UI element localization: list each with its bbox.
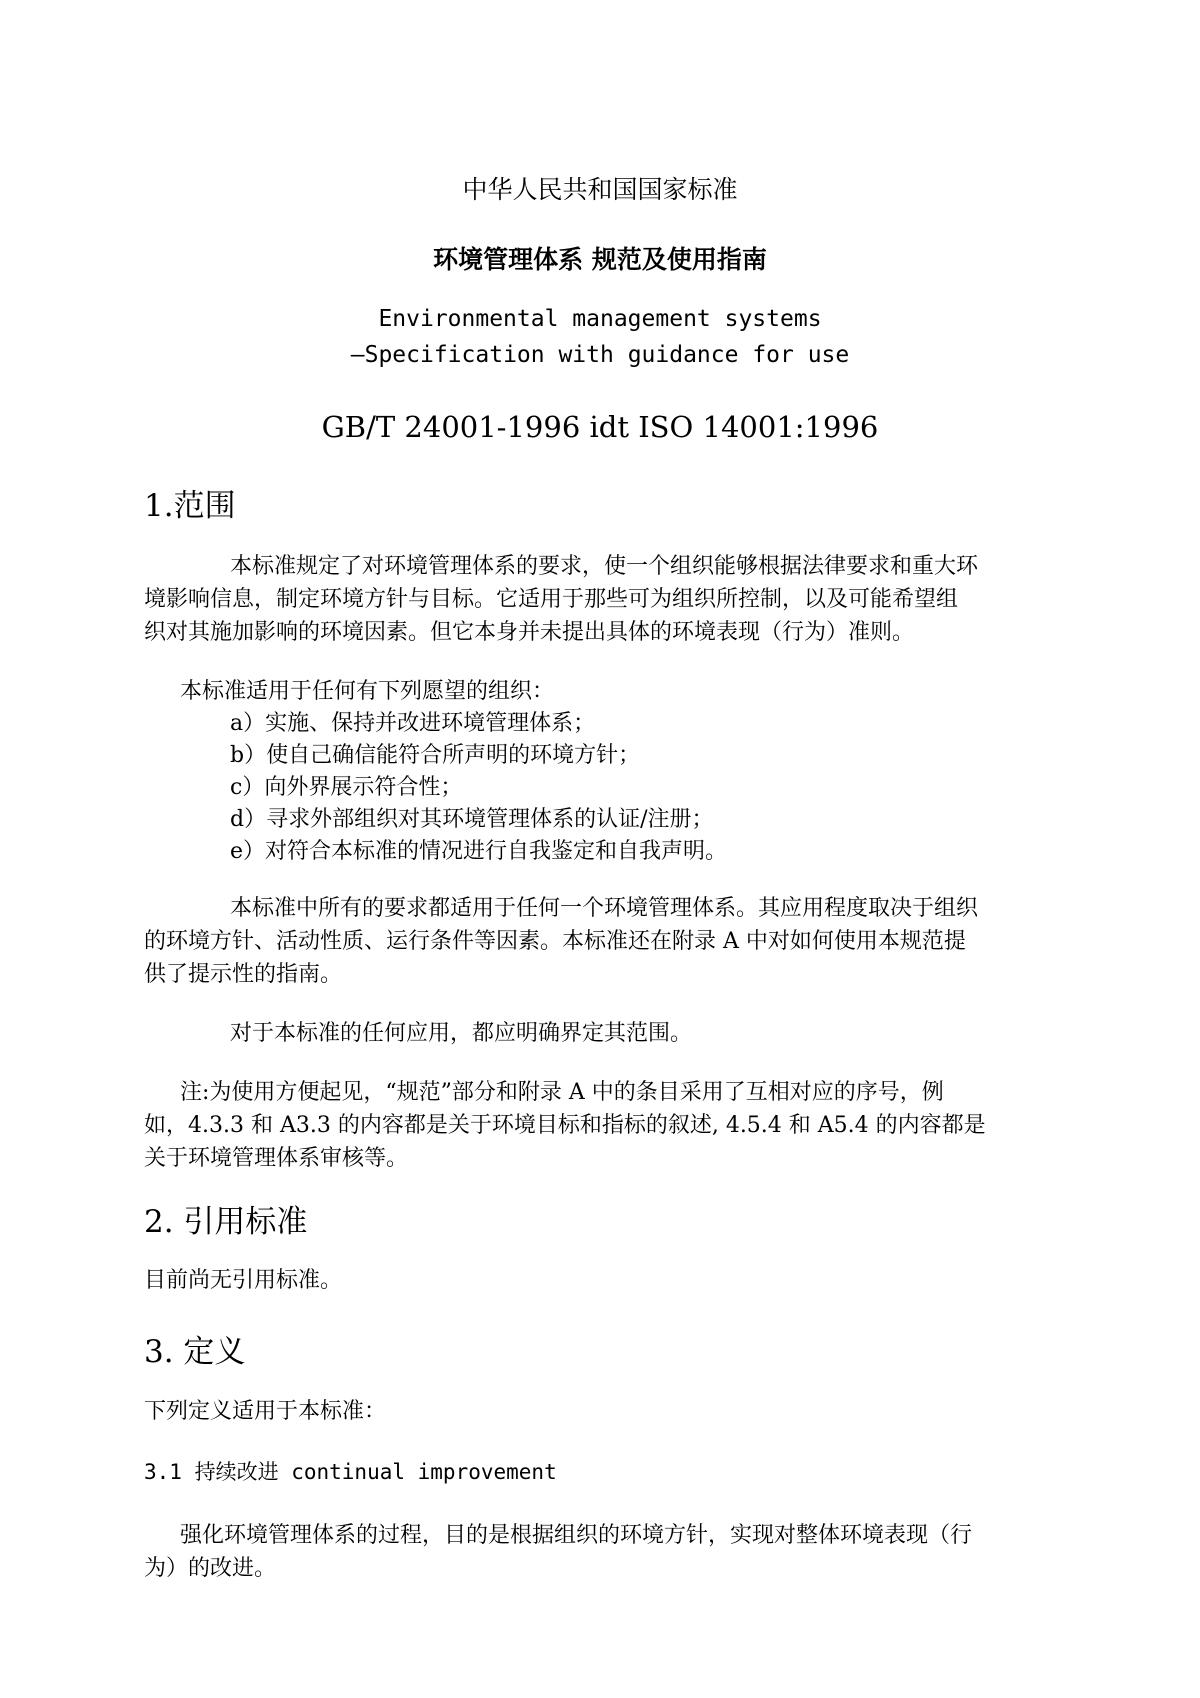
section-heading-scope: 1.范围 [144,488,236,524]
scope-paragraph-line: 本标准规定了对环境管理体系的要求，使一个组织能够根据法律要求和重大环 [230,554,979,579]
section-heading-definitions: 3. 定义 [144,1334,246,1370]
scope-paragraph-line: 境影响信息，制定环境方针与目标。它适用于那些可为组织所控制，以及可能希望组 [144,587,959,612]
list-item: a）实施、保持并改进环境管理体系； [230,711,596,736]
document-title-cn: 环境管理体系 规范及使用指南 [433,245,767,274]
list-item: b）使自己确信能符合所声明的环境方针； [230,743,641,768]
section-heading-normative-references: 2. 引用标准 [144,1204,308,1240]
document-title-en-line2: —Specification with guidance for use [350,342,850,368]
definitions-intro: 下列定义适用于本标准： [144,1399,387,1424]
scope-requirements-line: 的环境方针、活动性质、运行条件等因素。本标准还在附录 A 中对如何使用本规范提 [144,929,966,954]
scope-requirements-line: 供了提示性的指南。 [144,962,343,987]
scope-paragraph-line: 织对其施加影响的环境因素。但它本身并未提出具体的环境表现（行为）准则。 [144,620,915,645]
definition-term-continual-improvement: 3.1 持续改进 continual improvement [144,1460,557,1484]
definition-body-line: 为）的改进。 [144,1556,277,1581]
document-title-en-line1: Environmental management systems [378,306,822,332]
scope-applicability-intro: 本标准适用于任何有下列愿望的组织： [180,679,555,704]
standard-code: GB/T 24001-1996 idt ISO 14001:1996 [321,410,879,444]
scope-note-line: 如，4.3.3 和 A3.3 的内容都是关于环境目标和指标的叙述, 4.5.4 和 A5.4 的内容都是 [144,1113,986,1138]
normative-references-text: 目前尚无引用标准。 [144,1268,343,1293]
scope-note-line: 关于环境管理体系审核等。 [144,1146,409,1171]
scope-note-line: 注:为使用方便起见，“规范”部分和附录 A 中的条目采用了互相对应的序号，例 [180,1080,944,1105]
list-item: c）向外界展示符合性； [230,775,463,800]
scope-requirements-line: 本标准中所有的要求都适用于任何一个环境管理体系。其应用程度取决于组织 [230,896,979,921]
list-item: d）寻求外部组织对其环境管理体系的认证/注册； [230,807,714,832]
scope-application-paragraph: 对于本标准的任何应用，都应明确界定其范围。 [230,1021,693,1046]
definition-body-line: 强化环境管理体系的过程，目的是根据组织的环境方针，实现对整体环境表现（行 [180,1523,973,1548]
list-item: e）对符合本标准的情况进行自我鉴定和自我声明。 [230,839,728,864]
national-standard-label: 中华人民共和国国家标准 [462,175,738,204]
